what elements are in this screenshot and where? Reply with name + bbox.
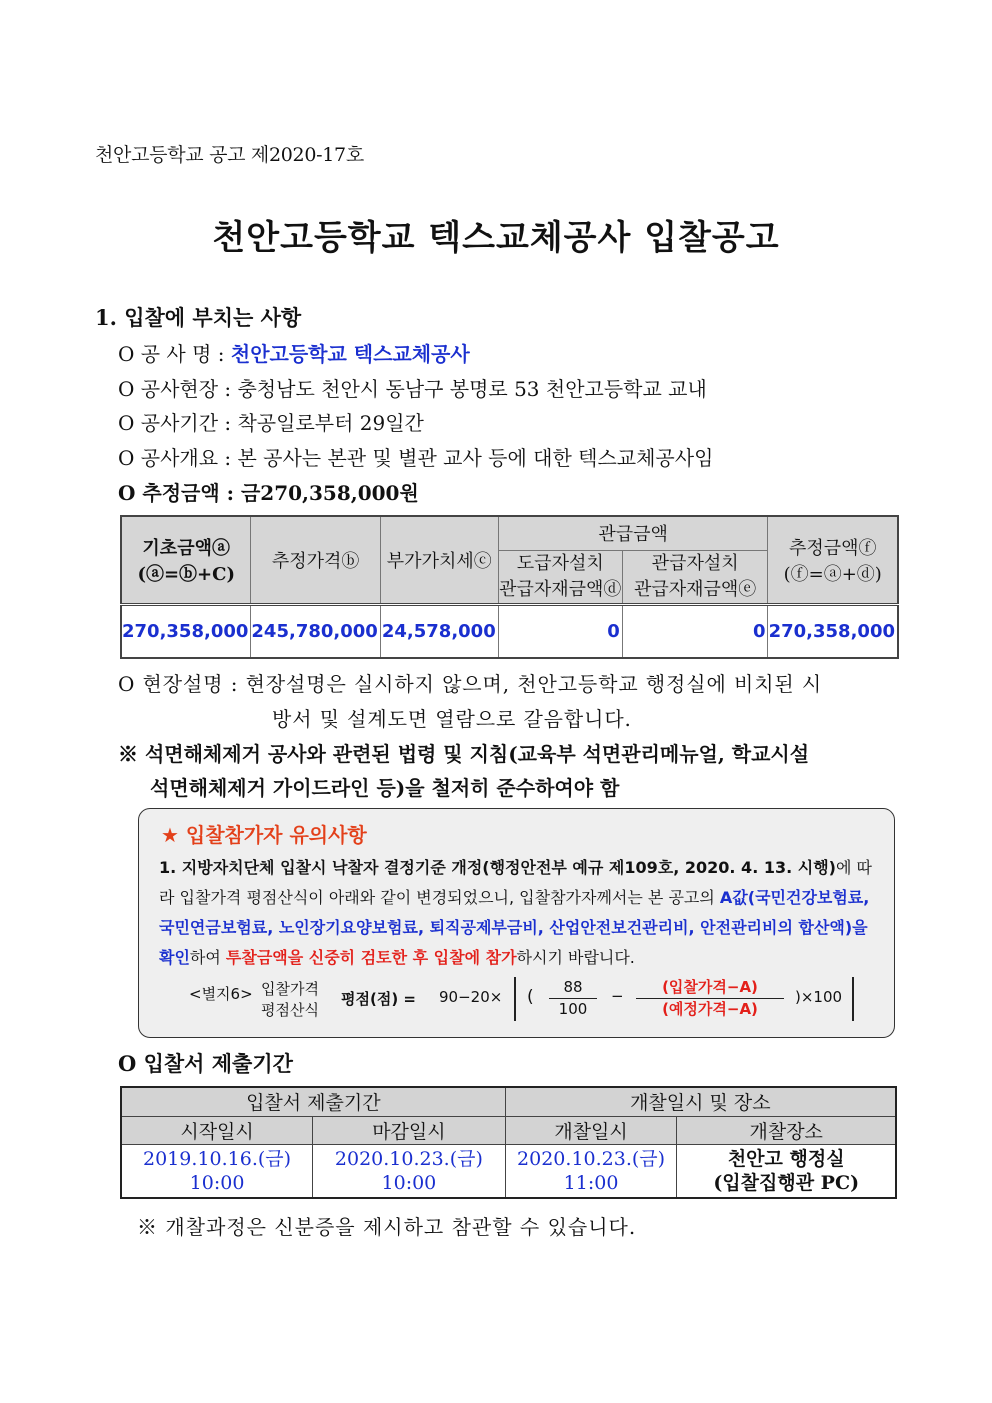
page-title: 천안고등학교 텍스교체공사 입찰공고 <box>212 218 780 258</box>
value-estimated-price: 245,780,000 <box>251 604 380 658</box>
header-contractor-install: 도급자설치 관급자재금액ⓓ <box>498 550 622 604</box>
header-open-place: 개찰장소 <box>677 1116 896 1144</box>
formula-label: 입찰가격 평점산식 <box>261 980 319 1019</box>
open-datetime: 2020.10.23.(금) 11:00 <box>505 1144 677 1198</box>
value-government-install: 0 <box>622 604 768 658</box>
header-estimated-price: 추정가격ⓑ <box>251 516 380 604</box>
section-heading: 1. 입찰에 부치는 사항 <box>95 305 302 330</box>
value-base-amount: 270,358,000 <box>121 604 251 658</box>
asbestos-notice: ※ 석면해체제거 공사와 관련된 법령 및 지침(교육부 석면관리메뉴얼, 학교시설 <box>118 742 810 766</box>
header-open-datetime: 개찰일시 <box>505 1116 677 1144</box>
estimated-amount: O 추정금액 : 금270,358,000원 <box>118 481 419 505</box>
project-summary: O 공사개요 : 본 공사는 본관 및 별관 교사 등에 대한 텍스교체공사임 <box>118 446 714 470</box>
site-description-cont: 방서 및 설계도면 열람으로 갈음합니다. <box>272 707 632 731</box>
formula: <별지6> 입찰가격 평점산식 평점(점) = 90−20× ( 88 100 − (입찰가격−A) (예정가격−A) )×100 <box>139 977 894 1025</box>
caution-paragraph: 1. 지방자치단체 입찰시 낙찰자 결정기준 개정(행정안전부 예규 제109호, 2020. 4. 13. 시행)에 따라 입찰가격 평점산식이 아래와 같이 변경되었으니, 입찰참가자께서는 본 공고의 A값(국민건강보험료, 국민연금보험료, 노인장기요양보험료, 퇴직공제부금비, 산업안전보건관리비, 안전관리비의 합산액)을 확인하여 투찰금액을 신중히 검토한 후 입찰에 참가하시기 바랍니다. <box>159 858 872 967</box>
header-base-amount: 기초금액ⓐ (ⓐ=ⓑ+C) <box>121 516 251 604</box>
notice-number: 천안고등학교 공고 제2020-17호 <box>95 144 364 166</box>
project-name-line <box>118 338 470 367</box>
formula-ref: <별지6> <box>189 985 253 1003</box>
caution-box <box>138 808 895 1038</box>
fraction-88-100: 88 100 <box>549 977 597 1020</box>
header-submit-period: 입찰서 제출기간 <box>121 1087 505 1116</box>
header-estimated-total: 추정금액ⓕ (ⓕ=ⓐ+ⓓ) <box>768 516 898 604</box>
cost-table <box>120 515 899 659</box>
submit-table <box>120 1086 897 1199</box>
project-name-label: O 공 사 명 : <box>118 342 225 366</box>
project-name-value: 천안고등학교 텍스교체공사 <box>230 342 470 366</box>
open-place: 천안고 행정실 (입찰집행관 PC) <box>677 1144 896 1198</box>
formula-base: 90−20× <box>439 988 503 1006</box>
asbestos-notice-cont: 석면해체제거 가이드라인 등)을 철저히 준수하여야 함 <box>150 776 620 800</box>
header-end: 마감일시 <box>313 1116 506 1144</box>
header-start: 시작일시 <box>121 1116 313 1144</box>
value-estimated-total: 270,358,000 <box>768 604 898 658</box>
value-contractor-install: 0 <box>498 604 622 658</box>
header-supply-amount: 관급금액 <box>498 516 768 550</box>
site-description: O 현장설명 : 현장설명은 실시하지 않으며, 천안고등학교 행정실에 비치된 시 <box>118 672 823 696</box>
caution-title: ★ 입찰참가자 유의사항 <box>161 823 367 847</box>
formula-score: 평점(점) = <box>341 990 416 1008</box>
header-opening: 개찰일시 및 장소 <box>505 1087 896 1116</box>
project-site: O 공사현장 : 충청남도 천안시 동남구 봉명로 53 천안고등학교 교내 <box>118 377 707 401</box>
header-government-install: 관급자설치 관급자재금액ⓔ <box>622 550 768 604</box>
submit-period-heading: O 입찰서 제출기간 <box>118 1051 293 1076</box>
header-vat: 부가가치세ⓒ <box>380 516 498 604</box>
fraction-bid-price: (입찰가격−A) (예정가격−A) <box>636 977 784 1020</box>
start-datetime: 2019.10.16.(금) 10:00 <box>121 1144 313 1198</box>
footnote: ※ 개찰과정은 신분증을 제시하고 참관할 수 있습니다. <box>137 1215 637 1239</box>
end-datetime: 2020.10.23.(금) 10:00 <box>313 1144 506 1198</box>
value-vat: 24,578,000 <box>380 604 498 658</box>
project-period: O 공사기간 : 착공일로부터 29일간 <box>118 411 424 435</box>
